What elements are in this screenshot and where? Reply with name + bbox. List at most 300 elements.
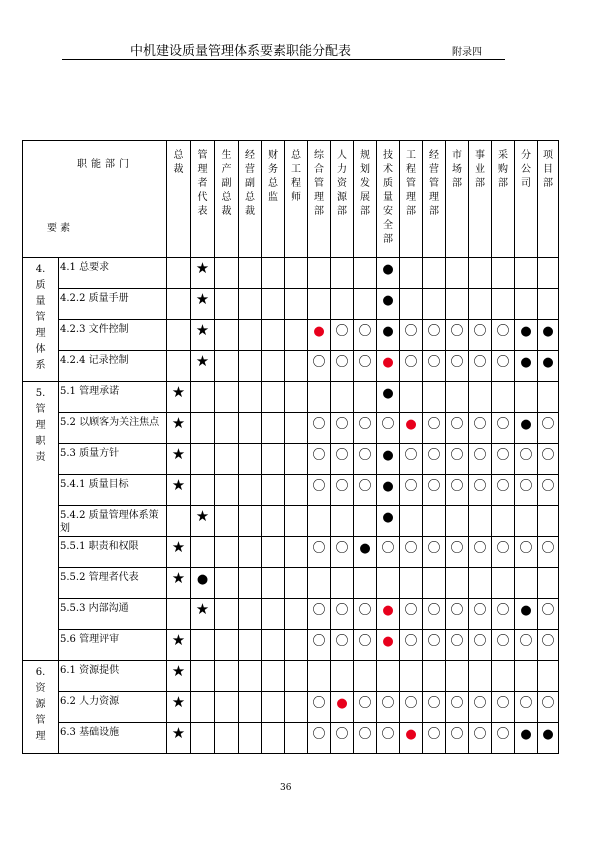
mark-cell bbox=[262, 320, 285, 351]
mark-cell bbox=[331, 537, 354, 568]
table-row bbox=[23, 475, 559, 506]
element-item-label: 5.5.2 管理者代表 bbox=[60, 572, 139, 583]
mark-cell bbox=[354, 413, 377, 444]
red-dot-icon: ● bbox=[382, 603, 394, 618]
filled-dot-icon: ● bbox=[382, 293, 394, 308]
mark-cell bbox=[167, 661, 191, 692]
mark-cell bbox=[191, 258, 215, 289]
appendix-label: 附录四 bbox=[452, 47, 482, 58]
mark-cell bbox=[331, 630, 354, 661]
hollow-circle-icon: 〇 bbox=[473, 417, 487, 432]
header-rule bbox=[62, 59, 505, 60]
mark-cell bbox=[167, 258, 191, 289]
mark-cell bbox=[492, 506, 515, 537]
star-icon: ★ bbox=[171, 476, 186, 494]
mark-cell bbox=[469, 630, 492, 661]
filled-dot-icon: ● bbox=[382, 479, 394, 494]
mark-cell bbox=[215, 444, 239, 475]
mark-cell bbox=[331, 289, 354, 320]
mark-cell bbox=[377, 568, 400, 599]
mark-cell bbox=[400, 413, 423, 444]
mark-cell bbox=[469, 382, 492, 413]
mark-cell bbox=[308, 475, 331, 506]
mark-cell bbox=[538, 351, 559, 382]
mark-cell bbox=[492, 661, 515, 692]
star-icon: ★ bbox=[171, 569, 186, 587]
mark-cell bbox=[354, 537, 377, 568]
mark-cell bbox=[331, 568, 354, 599]
mark-cell bbox=[469, 692, 492, 723]
mark-cell bbox=[538, 444, 559, 475]
mark-cell bbox=[239, 289, 262, 320]
mark-cell bbox=[191, 692, 215, 723]
mark-cell bbox=[262, 475, 285, 506]
red-dot-icon: ● bbox=[313, 324, 325, 339]
hollow-circle-icon: 〇 bbox=[427, 448, 441, 463]
column-header-label: 总裁 bbox=[173, 150, 184, 175]
mark-cell bbox=[215, 599, 239, 630]
mark-cell bbox=[423, 661, 446, 692]
column-header-label: 规划发展部 bbox=[360, 150, 370, 217]
star-icon: ★ bbox=[171, 445, 186, 463]
hollow-circle-icon: 〇 bbox=[381, 727, 395, 742]
mark-cell bbox=[446, 320, 469, 351]
header-row bbox=[23, 141, 559, 258]
hollow-circle-icon: 〇 bbox=[450, 727, 464, 742]
hollow-circle-icon: 〇 bbox=[427, 541, 441, 556]
mark-cell bbox=[308, 692, 331, 723]
mark-cell bbox=[239, 413, 262, 444]
hollow-circle-icon: 〇 bbox=[335, 417, 349, 432]
mark-cell bbox=[167, 506, 191, 537]
mark-cell bbox=[285, 630, 308, 661]
mark-cell bbox=[469, 475, 492, 506]
hollow-circle-icon: 〇 bbox=[404, 479, 418, 494]
table-row bbox=[23, 382, 559, 413]
mark-cell bbox=[354, 599, 377, 630]
mark-cell bbox=[167, 723, 191, 754]
hollow-circle-icon: 〇 bbox=[404, 541, 418, 556]
mark-cell bbox=[446, 351, 469, 382]
mark-cell bbox=[308, 630, 331, 661]
hollow-circle-icon: 〇 bbox=[450, 479, 464, 494]
hollow-circle-icon: 〇 bbox=[312, 603, 326, 618]
mark-cell bbox=[262, 444, 285, 475]
hollow-circle-icon: 〇 bbox=[358, 603, 372, 618]
mark-cell bbox=[469, 351, 492, 382]
element-group-label: 5.管理职责 bbox=[35, 388, 46, 463]
mark-cell bbox=[239, 630, 262, 661]
hollow-circle-icon: 〇 bbox=[496, 448, 510, 463]
mark-cell bbox=[331, 723, 354, 754]
column-header-label: 经营副总裁 bbox=[245, 150, 255, 217]
table-row bbox=[23, 723, 559, 754]
mark-cell bbox=[492, 258, 515, 289]
element-item-cell bbox=[59, 630, 167, 661]
column-header bbox=[331, 141, 354, 258]
mark-cell bbox=[308, 537, 331, 568]
mark-cell bbox=[377, 289, 400, 320]
mark-cell bbox=[167, 382, 191, 413]
mark-cell bbox=[191, 599, 215, 630]
mark-cell bbox=[239, 537, 262, 568]
mark-cell bbox=[538, 475, 559, 506]
hollow-circle-icon: 〇 bbox=[358, 355, 372, 370]
hollow-circle-icon: 〇 bbox=[541, 696, 555, 711]
hollow-circle-icon: 〇 bbox=[450, 355, 464, 370]
hollow-circle-icon: 〇 bbox=[541, 479, 555, 494]
mark-cell bbox=[538, 599, 559, 630]
mark-cell bbox=[400, 351, 423, 382]
column-header-label: 管理者代表 bbox=[197, 150, 208, 217]
hollow-circle-icon: 〇 bbox=[427, 479, 441, 494]
element-item-label: 5.5.3 内部沟通 bbox=[60, 603, 129, 614]
mark-cell bbox=[400, 599, 423, 630]
element-item-cell bbox=[59, 537, 167, 568]
filled-dot-icon: ● bbox=[520, 355, 532, 370]
mark-cell bbox=[191, 661, 215, 692]
mark-cell bbox=[400, 320, 423, 351]
column-header bbox=[423, 141, 446, 258]
mark-cell bbox=[400, 630, 423, 661]
table-row bbox=[23, 351, 559, 382]
mark-cell bbox=[191, 630, 215, 661]
column-header-label: 人力资源部 bbox=[337, 150, 347, 217]
filled-dot-icon: ● bbox=[382, 510, 394, 525]
column-header bbox=[492, 141, 515, 258]
mark-cell bbox=[400, 692, 423, 723]
mark-cell bbox=[423, 475, 446, 506]
column-header-label: 项目部 bbox=[543, 150, 553, 189]
mark-cell bbox=[469, 444, 492, 475]
hollow-circle-icon: 〇 bbox=[496, 603, 510, 618]
mark-cell bbox=[262, 537, 285, 568]
mark-cell bbox=[331, 258, 354, 289]
mark-cell bbox=[492, 599, 515, 630]
hollow-circle-icon: 〇 bbox=[358, 634, 372, 649]
mark-cell bbox=[515, 258, 538, 289]
element-group-cell bbox=[23, 382, 59, 661]
mark-cell bbox=[354, 444, 377, 475]
element-item-cell bbox=[59, 723, 167, 754]
mark-cell bbox=[331, 475, 354, 506]
hollow-circle-icon: 〇 bbox=[496, 479, 510, 494]
column-header bbox=[354, 141, 377, 258]
hollow-circle-icon: 〇 bbox=[335, 448, 349, 463]
column-header-label: 生产副总裁 bbox=[221, 150, 232, 217]
filled-dot-icon: ● bbox=[359, 541, 371, 556]
red-dot-icon: ● bbox=[382, 355, 394, 370]
hollow-circle-icon: 〇 bbox=[473, 603, 487, 618]
mark-cell bbox=[400, 444, 423, 475]
element-item-label: 5.3 质量方针 bbox=[60, 448, 120, 459]
mark-cell bbox=[215, 351, 239, 382]
mark-cell bbox=[191, 723, 215, 754]
mark-cell bbox=[515, 599, 538, 630]
hollow-circle-icon: 〇 bbox=[335, 541, 349, 556]
table-row bbox=[23, 289, 559, 320]
column-header-label: 市 场 部 bbox=[452, 150, 462, 189]
star-icon: ★ bbox=[195, 321, 210, 339]
mark-cell bbox=[423, 413, 446, 444]
hollow-circle-icon: 〇 bbox=[496, 355, 510, 370]
mark-cell bbox=[215, 723, 239, 754]
mark-cell bbox=[167, 413, 191, 444]
mark-cell bbox=[285, 537, 308, 568]
star-icon: ★ bbox=[195, 259, 210, 277]
hollow-circle-icon: 〇 bbox=[450, 696, 464, 711]
mark-cell bbox=[377, 382, 400, 413]
filled-dot-icon: ● bbox=[520, 324, 532, 339]
element-item-cell bbox=[59, 661, 167, 692]
element-item-label: 6.1 资源提供 bbox=[60, 665, 120, 676]
element-item-label: 5.2 以顾客为关注焦点 bbox=[60, 417, 160, 428]
mark-cell bbox=[167, 444, 191, 475]
mark-cell bbox=[191, 351, 215, 382]
mark-cell bbox=[538, 382, 559, 413]
mark-cell bbox=[308, 723, 331, 754]
mark-cell bbox=[285, 444, 308, 475]
mark-cell bbox=[400, 475, 423, 506]
mark-cell bbox=[400, 661, 423, 692]
mark-cell bbox=[492, 537, 515, 568]
mark-cell bbox=[538, 723, 559, 754]
table-row bbox=[23, 506, 559, 537]
mark-cell bbox=[191, 506, 215, 537]
table-row bbox=[23, 599, 559, 630]
mark-cell bbox=[423, 630, 446, 661]
hollow-circle-icon: 〇 bbox=[312, 696, 326, 711]
column-header bbox=[515, 141, 538, 258]
mark-cell bbox=[354, 692, 377, 723]
mark-cell bbox=[446, 630, 469, 661]
hollow-circle-icon: 〇 bbox=[358, 448, 372, 463]
hollow-circle-icon: 〇 bbox=[541, 634, 555, 649]
mark-cell bbox=[377, 444, 400, 475]
mark-cell bbox=[262, 413, 285, 444]
mark-cell bbox=[469, 568, 492, 599]
filled-dot-icon: ● bbox=[542, 727, 554, 742]
mark-cell bbox=[538, 413, 559, 444]
hollow-circle-icon: 〇 bbox=[496, 541, 510, 556]
hollow-circle-icon: 〇 bbox=[312, 417, 326, 432]
mark-cell bbox=[446, 723, 469, 754]
mark-cell bbox=[492, 630, 515, 661]
red-dot-icon: ● bbox=[405, 417, 417, 432]
column-header-label: 分公司 bbox=[521, 150, 531, 189]
mark-cell bbox=[215, 568, 239, 599]
mark-cell bbox=[285, 723, 308, 754]
mark-cell bbox=[308, 661, 331, 692]
mark-cell bbox=[423, 444, 446, 475]
mark-cell bbox=[377, 258, 400, 289]
mark-cell bbox=[215, 320, 239, 351]
table-body bbox=[23, 258, 559, 754]
column-header bbox=[215, 141, 239, 258]
hollow-circle-icon: 〇 bbox=[473, 541, 487, 556]
mark-cell bbox=[377, 475, 400, 506]
mark-cell bbox=[331, 506, 354, 537]
hollow-circle-icon: 〇 bbox=[473, 634, 487, 649]
hollow-circle-icon: 〇 bbox=[335, 603, 349, 618]
element-item-label: 5.4.2 质量管理体系策划 bbox=[60, 510, 159, 534]
mark-cell bbox=[262, 289, 285, 320]
mark-cell bbox=[515, 413, 538, 444]
mark-cell bbox=[538, 661, 559, 692]
mark-cell bbox=[400, 289, 423, 320]
mark-cell bbox=[354, 723, 377, 754]
mark-cell bbox=[538, 289, 559, 320]
element-item-label: 6.2 人力资源 bbox=[60, 696, 120, 707]
mark-cell bbox=[285, 320, 308, 351]
mark-cell bbox=[331, 661, 354, 692]
mark-cell bbox=[354, 289, 377, 320]
mark-cell bbox=[515, 444, 538, 475]
mark-cell bbox=[377, 413, 400, 444]
hollow-circle-icon: 〇 bbox=[496, 417, 510, 432]
table-row bbox=[23, 568, 559, 599]
mark-cell bbox=[239, 258, 262, 289]
column-header bbox=[285, 141, 308, 258]
mark-cell bbox=[538, 258, 559, 289]
hollow-circle-icon: 〇 bbox=[427, 355, 441, 370]
mark-cell bbox=[285, 351, 308, 382]
corner-cell bbox=[23, 141, 167, 258]
hollow-circle-icon: 〇 bbox=[381, 417, 395, 432]
mark-cell bbox=[400, 723, 423, 754]
element-item-label: 4.1 总要求 bbox=[60, 262, 110, 273]
mark-cell bbox=[354, 661, 377, 692]
mark-cell bbox=[515, 692, 538, 723]
mark-cell bbox=[515, 723, 538, 754]
hollow-circle-icon: 〇 bbox=[473, 355, 487, 370]
hollow-circle-icon: 〇 bbox=[519, 541, 533, 556]
mark-cell bbox=[515, 661, 538, 692]
mark-cell bbox=[515, 289, 538, 320]
column-header bbox=[400, 141, 423, 258]
mark-cell bbox=[446, 537, 469, 568]
star-icon: ★ bbox=[195, 290, 210, 308]
element-item-cell bbox=[59, 351, 167, 382]
mark-cell bbox=[538, 568, 559, 599]
mark-cell bbox=[308, 351, 331, 382]
mark-cell bbox=[469, 289, 492, 320]
filled-dot-icon: ● bbox=[382, 386, 394, 401]
red-dot-icon: ● bbox=[405, 727, 417, 742]
hollow-circle-icon: 〇 bbox=[473, 727, 487, 742]
mark-cell bbox=[377, 723, 400, 754]
hollow-circle-icon: 〇 bbox=[312, 727, 326, 742]
star-icon: ★ bbox=[171, 414, 186, 432]
mark-cell bbox=[167, 599, 191, 630]
mark-cell bbox=[354, 351, 377, 382]
mark-cell bbox=[377, 599, 400, 630]
mark-cell bbox=[285, 413, 308, 444]
document-title: 中机建设质量管理体系要素职能分配表 bbox=[130, 44, 352, 59]
element-item-label: 5.6 管理评审 bbox=[60, 634, 120, 645]
hollow-circle-icon: 〇 bbox=[427, 727, 441, 742]
mark-cell bbox=[308, 258, 331, 289]
mark-cell bbox=[446, 289, 469, 320]
mark-cell bbox=[331, 444, 354, 475]
star-icon: ★ bbox=[171, 724, 186, 742]
mark-cell bbox=[239, 506, 262, 537]
mark-cell bbox=[285, 258, 308, 289]
element-item-label: 5.5.1 职责和权限 bbox=[60, 541, 139, 552]
hollow-circle-icon: 〇 bbox=[358, 696, 372, 711]
hollow-circle-icon: 〇 bbox=[450, 324, 464, 339]
star-icon: ★ bbox=[195, 352, 210, 370]
hollow-circle-icon: 〇 bbox=[312, 541, 326, 556]
hollow-circle-icon: 〇 bbox=[541, 603, 555, 618]
filled-dot-icon: ● bbox=[382, 262, 394, 277]
mark-cell bbox=[285, 599, 308, 630]
mark-cell bbox=[262, 661, 285, 692]
mark-cell bbox=[308, 506, 331, 537]
mark-cell bbox=[446, 692, 469, 723]
mark-cell bbox=[285, 289, 308, 320]
hollow-circle-icon: 〇 bbox=[312, 479, 326, 494]
mark-cell bbox=[262, 692, 285, 723]
hollow-circle-icon: 〇 bbox=[358, 727, 372, 742]
mark-cell bbox=[377, 661, 400, 692]
filled-dot-icon: ● bbox=[520, 603, 532, 618]
hollow-circle-icon: 〇 bbox=[496, 634, 510, 649]
hollow-circle-icon: 〇 bbox=[496, 727, 510, 742]
mark-cell bbox=[492, 444, 515, 475]
hollow-circle-icon: 〇 bbox=[541, 417, 555, 432]
mark-cell bbox=[354, 258, 377, 289]
column-header-label: 经营管理部 bbox=[429, 150, 439, 217]
filled-dot-icon: ● bbox=[196, 572, 209, 587]
hollow-circle-icon: 〇 bbox=[404, 696, 418, 711]
mark-cell bbox=[167, 568, 191, 599]
mark-cell bbox=[285, 506, 308, 537]
mark-cell bbox=[469, 599, 492, 630]
hollow-circle-icon: 〇 bbox=[450, 541, 464, 556]
column-header bbox=[308, 141, 331, 258]
mark-cell bbox=[308, 382, 331, 413]
mark-cell bbox=[469, 537, 492, 568]
hollow-circle-icon: 〇 bbox=[312, 355, 326, 370]
mark-cell bbox=[239, 723, 262, 754]
hollow-circle-icon: 〇 bbox=[427, 634, 441, 649]
mark-cell bbox=[308, 568, 331, 599]
hollow-circle-icon: 〇 bbox=[312, 634, 326, 649]
mark-cell bbox=[423, 568, 446, 599]
hollow-circle-icon: 〇 bbox=[335, 355, 349, 370]
mark-cell bbox=[377, 630, 400, 661]
mark-cell bbox=[239, 568, 262, 599]
mark-cell bbox=[239, 382, 262, 413]
element-item-cell bbox=[59, 444, 167, 475]
mark-cell bbox=[377, 351, 400, 382]
mark-cell bbox=[377, 320, 400, 351]
mark-cell bbox=[515, 382, 538, 413]
hollow-circle-icon: 〇 bbox=[427, 417, 441, 432]
mark-cell bbox=[492, 568, 515, 599]
mark-cell bbox=[331, 382, 354, 413]
filled-dot-icon: ● bbox=[382, 448, 394, 463]
mark-cell bbox=[215, 692, 239, 723]
column-header-label: 财务总监 bbox=[268, 150, 278, 203]
filled-dot-icon: ● bbox=[542, 355, 554, 370]
mark-cell bbox=[354, 475, 377, 506]
column-header bbox=[262, 141, 285, 258]
element-item-label: 5.4.1 质量目标 bbox=[60, 479, 129, 490]
table-row bbox=[23, 630, 559, 661]
element-group-label: 4.质量管理体系 bbox=[35, 264, 46, 371]
